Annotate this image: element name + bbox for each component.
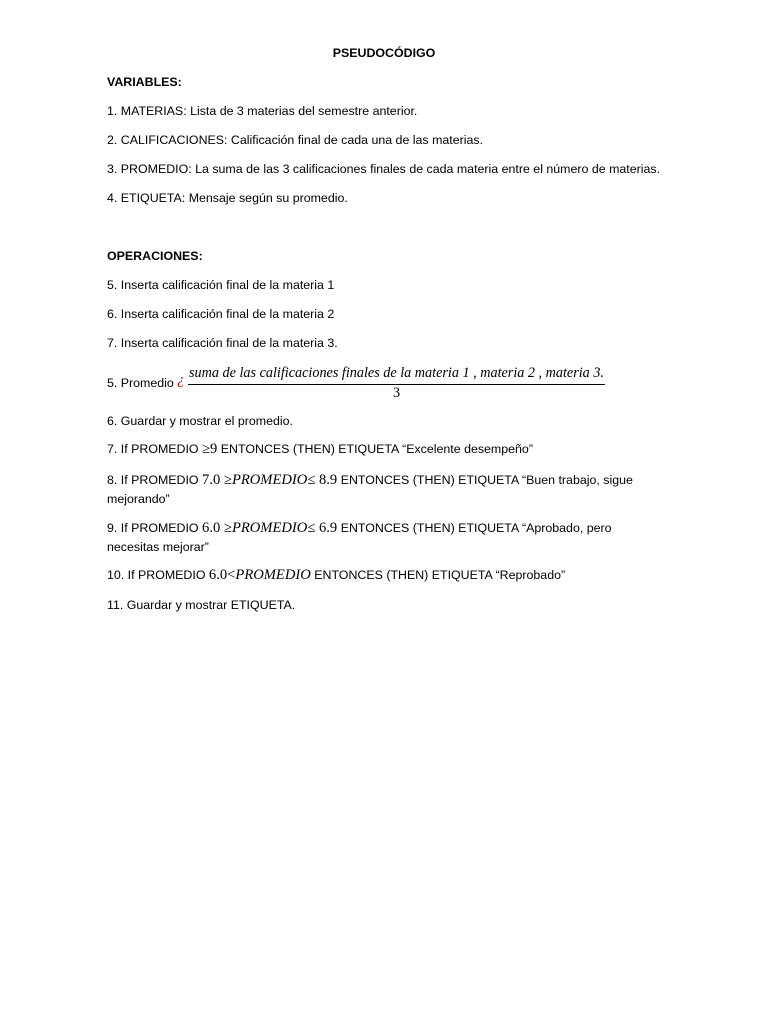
rule-good-prefix: 8. If PROMEDIO [107, 473, 199, 487]
average-fraction [188, 364, 605, 402]
rule-good-condition-lower: 7.0 ≥ [202, 472, 232, 488]
rule-excellent-result: ENTONCES (THEN) ETIQUETA “Excelente desempeño” [220, 442, 533, 456]
average-formula-label: 5. Promedio [107, 376, 174, 390]
document-title: PSEUDOCÓDIGO [332, 46, 436, 60]
rule-failed [107, 567, 565, 584]
variable-item-materias: 1. MATERIAS: Lista de 3 materias del semestre anterior. [107, 104, 418, 118]
fraction-numerator: suma de las calificaciones finales de la materia 1 , materia 2 , materia 3. [189, 365, 604, 381]
rule-excellent [107, 441, 533, 458]
fraction-denominator: 3 [392, 385, 401, 401]
rule-good [107, 471, 667, 509]
rule-good-condition-variable: PROMEDIO [231, 472, 308, 488]
variable-item-etiqueta: 4. ETIQUETA: Mensaje según su promedio. [107, 191, 348, 205]
rule-failed-condition-variable: PROMEDIO [235, 567, 311, 583]
operation-step-insert-2: 6. Inserta calificación final de la materia 2 [107, 307, 335, 321]
rule-failed-condition-lower: 6.0< [208, 567, 236, 583]
rule-failed-prefix: 10. If PROMEDIO [107, 568, 206, 582]
rule-excellent-condition: ≥9 [202, 441, 218, 457]
rule-good-result: ENTONCES (THEN) ETIQUETA “Buen trabajo, sigue mejorando” [107, 473, 633, 506]
rule-passed-condition-lower: 6.0 ≥ [202, 520, 232, 536]
rule-passed-condition-upper: ≤ 6.9 [307, 520, 338, 536]
rule-failed-result: ENTONCES (THEN) ETIQUETA “Reprobado” [314, 568, 566, 582]
rule-excellent-prefix: 7. If PROMEDIO [107, 442, 199, 456]
operaciones-heading: OPERACIONES: [107, 249, 203, 263]
variables-heading: VARIABLES: [107, 75, 182, 89]
rule-passed-condition-variable: PROMEDIO [231, 520, 308, 536]
operation-step-insert-1: 5. Inserta calificación final de la materia 1 [107, 278, 335, 292]
operation-save-average: 6. Guardar y mostrar el promedio. [107, 414, 293, 428]
variable-item-promedio: 3. PROMEDIO: La suma de las 3 calificaciones finales de cada materia entre el número de materias. [107, 162, 661, 176]
rule-passed-result: ENTONCES (THEN) ETIQUETA “Aprobado, pero necesitas mejorar” [107, 521, 612, 554]
rule-good-condition-upper: ≤ 8.9 [307, 472, 338, 488]
operation-step-insert-3: 7. Inserta calificación final de la materia 3. [107, 336, 338, 350]
operation-save-label: 11. Guardar y mostrar ETIQUETA. [107, 598, 296, 612]
rule-passed-prefix: 9. If PROMEDIO [107, 521, 199, 535]
variable-item-calificaciones: 2. CALIFICACIONES: Calificación final de cada una de las materias. [107, 133, 484, 147]
rule-passed [107, 519, 667, 557]
missing-symbol-mark: ¿ [177, 372, 185, 388]
